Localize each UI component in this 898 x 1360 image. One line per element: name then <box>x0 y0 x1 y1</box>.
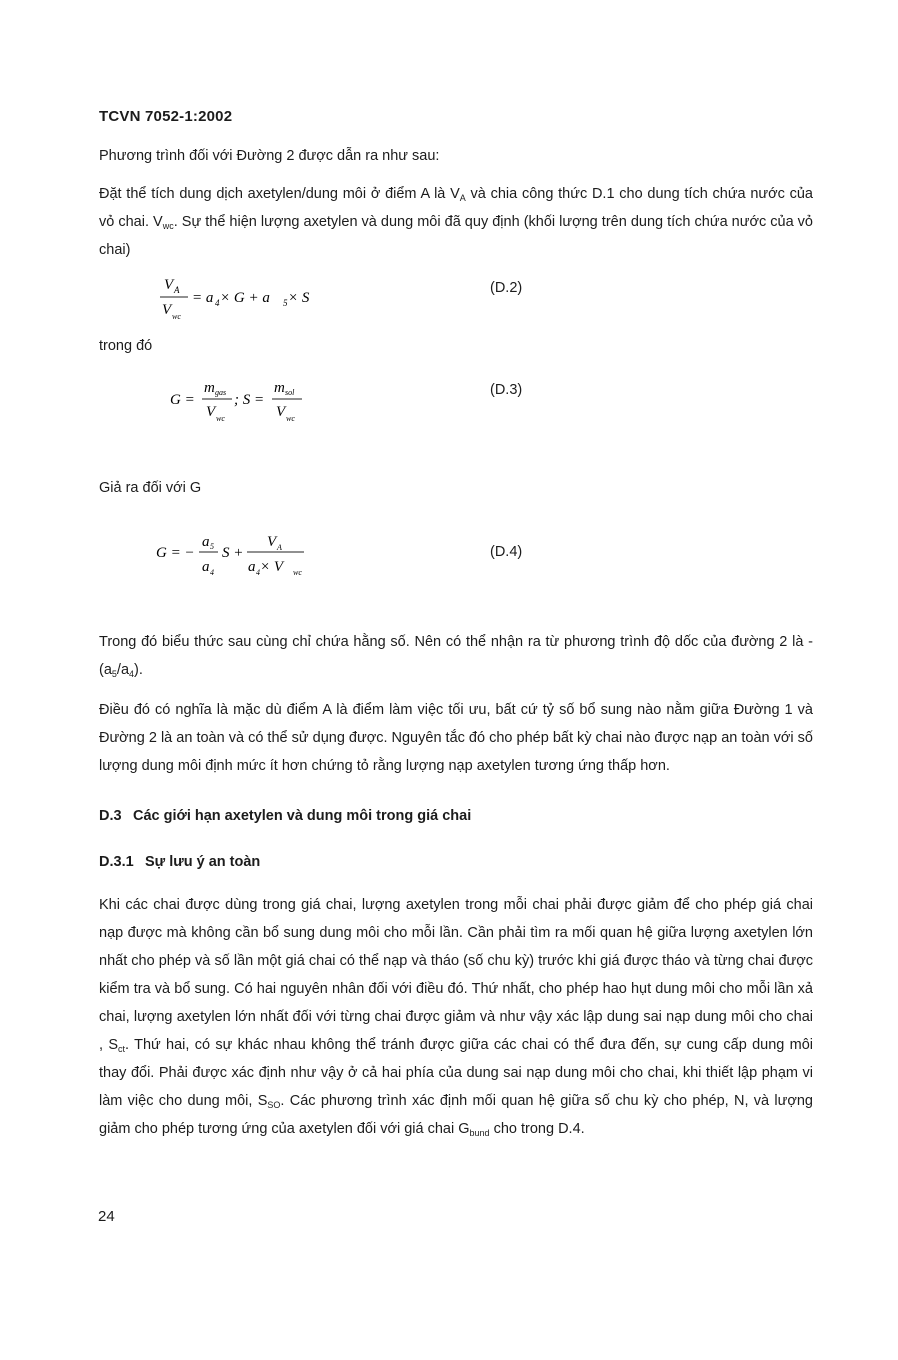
equation-d2 <box>158 272 338 327</box>
svg-text:5: 5 <box>210 542 214 551</box>
paragraph-safety-note: Khi các chai được dùng trong giá chai, lượng axetylen trong mỗi chai phải được giảm để cho phép giá chai nạp được mà không cần bổ sung dung môi cho mỗi lần. Cần phải tìm ra mối quan hệ giữa lượng axetylen lớn nhất cho phép và số lần một giá chai có thể nạp và tháo (số chu kỳ) trước khi giá được tháo và từng chai được kiểm tra và bổ sung. Có hai nguyên nhân đối với điều đó. Thứ nhất, cho phép hao hụt dung môi cho mỗi lần xả chai, lượng axetylen lớn nhất đối với từng chai được giảm và như vậy xác lập dung sai nạp dung môi cho chai , $S_{ct}$. Thứ hai, có sự khác nhau không thể tránh được giữa các chai có thể đưa đến, sự cung cấp dung môi thay đổi. Phải được xác định như vậy ở cả hai phía của dung sai nạp dung môi cho chai, khi thiết lập phạm vi làm việc cho dung môi, $S_{SO}$. Các phương trình xác định mối quan hệ giữa số chu kỳ cho phép, N, và lượng giảm cho phép tương ứng của axetylen đối với giá chai $G_{bund}$ cho trong D.4. <box>99 897 814 1138</box>
equation-d4-row <box>0 530 898 590</box>
paragraph-optimum-point: Điều đó có nghĩa là mặc dù điểm A là điểm làm việc tối ưu, bất cứ tỷ số bổ sung nào nằm giữa Đường 1 và Đường 2 là an toàn và có thể sử dụng được. Nguyên tắc đó cho phép bất kỳ chai nào được nạp an toàn với số lượng dung môi định mức ít hơn chứng tỏ rằng lượng nạp axetylen tương ứng thấp hơn. <box>99 702 813 774</box>
svg-text:wc: wc <box>216 414 225 423</box>
svg-text:V: V <box>162 302 172 318</box>
subsection-heading-d31: D.3.1 Sự lưu ý an toàn <box>99 854 261 870</box>
paragraph-slope: Trong đó biểu thức sau cùng chỉ chứa hằng số. Nên có thể nhận ra từ phương trình độ dốc của đường 2 là - $(a_5/a_4)$. <box>99 634 813 679</box>
equation-d2-svg <box>158 272 338 322</box>
standard-code: TCVN 7052-1:2002 <box>99 108 233 125</box>
svg-text:G =: G = <box>170 392 195 408</box>
svg-text:4: 4 <box>215 298 220 308</box>
equation-d2-label: (D.2) <box>490 280 523 296</box>
equation-d4-svg <box>156 530 326 584</box>
equation-d3-label: (D.3) <box>490 382 523 398</box>
equation-d4 <box>156 530 326 589</box>
svg-text:; S =: ; S = <box>234 392 265 408</box>
svg-text:4: 4 <box>256 568 260 577</box>
svg-text:4: 4 <box>210 568 214 577</box>
equation-d3 <box>170 374 330 431</box>
svg-text:G = −: G = − <box>156 545 195 561</box>
paragraph-volume-definition: Đặt thể tích dung dịch axetylen/dung môi ở điểm A là $V_A$ và chia công thức D.1 cho dung tích chứa nước của vỏ chai. $V_{wc}$. Sự thể hiện lượng axetylen và dung môi đã quy định (khối lượng trên dung tích chứa nước của vỏ chai) <box>99 186 813 258</box>
svg-text:× G + a: × G + a <box>220 290 270 306</box>
svg-text:m: m <box>204 380 215 396</box>
svg-text:5: 5 <box>283 298 288 308</box>
intro-paragraph: Phương trình đối với Đường 2 được dẫn ra như sau: <box>99 148 440 164</box>
svg-text:a: a <box>248 559 256 575</box>
svg-text:× S: × S <box>288 290 310 306</box>
svg-text:V: V <box>206 404 216 420</box>
svg-text:wc: wc <box>172 312 181 321</box>
svg-text:V: V <box>164 277 174 293</box>
svg-text:A: A <box>277 543 282 552</box>
svg-text:a: a <box>202 534 210 550</box>
svg-text:A: A <box>174 285 180 295</box>
svg-text:m: m <box>274 380 285 396</box>
svg-text:= a: = a <box>192 290 214 306</box>
section-heading-d3: D.3 Các giới hạn axetylen và dung môi trong giá chai <box>99 808 472 824</box>
svg-text:wc: wc <box>293 568 302 577</box>
equation-d2-row <box>0 272 898 332</box>
svg-text:sol: sol <box>285 388 295 397</box>
equation-d3-svg <box>170 374 330 426</box>
svg-text:× V: × V <box>260 559 284 575</box>
svg-text:wc: wc <box>286 414 295 423</box>
svg-text:S +: S + <box>222 545 244 561</box>
svg-text:V: V <box>276 404 286 420</box>
text-trong-do: trong đó <box>99 338 153 354</box>
page-number: 24 <box>98 1208 115 1225</box>
svg-text:V: V <box>267 534 277 550</box>
text-gia-ra: Giả ra đối với G <box>99 480 202 496</box>
equation-d3-row <box>0 374 898 434</box>
equation-d4-label: (D.4) <box>490 544 523 560</box>
svg-text:a: a <box>202 559 210 575</box>
svg-text:gas: gas <box>215 388 227 397</box>
